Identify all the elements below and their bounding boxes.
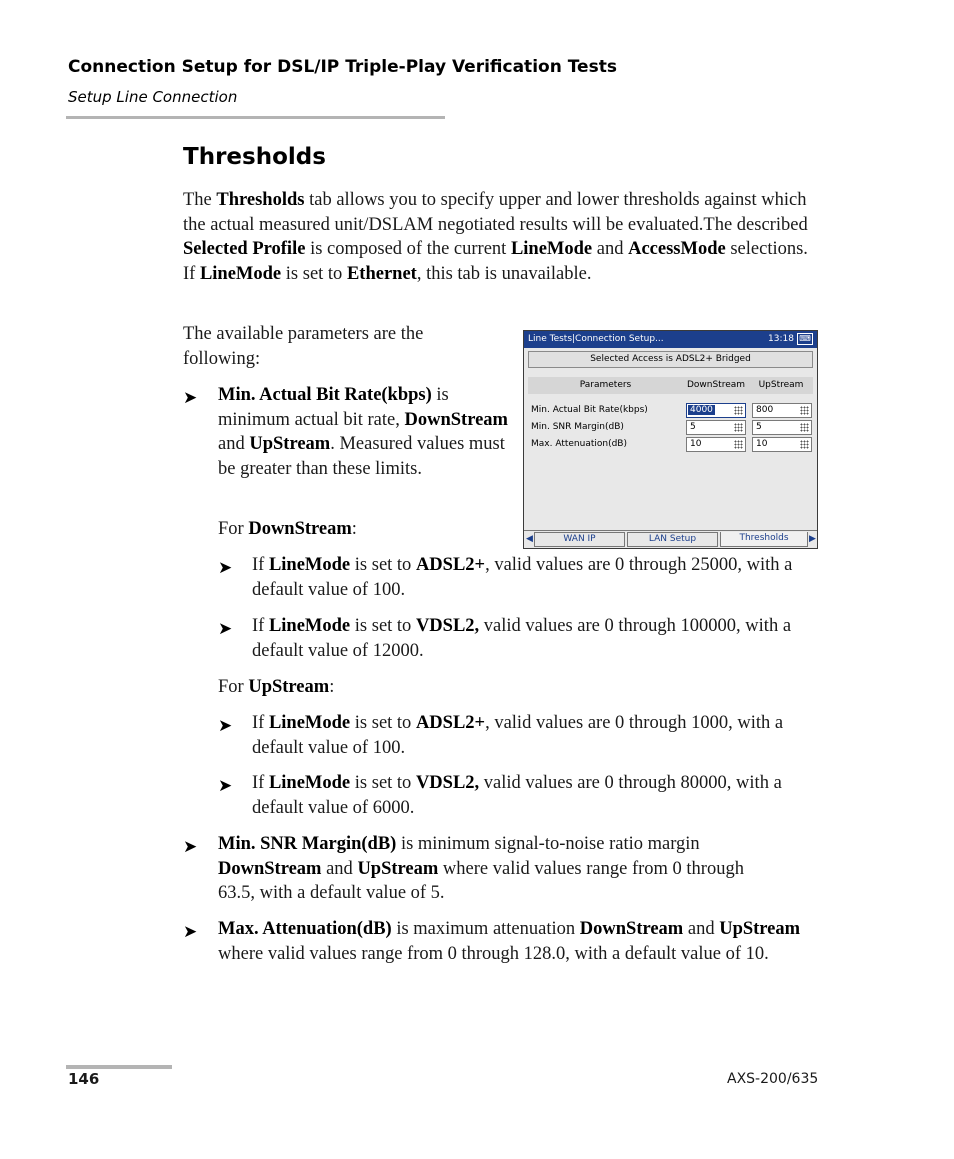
product-name: AXS-200/635 bbox=[727, 1071, 819, 1087]
bullet-icon: ➤ bbox=[218, 558, 233, 577]
bullet-icon: ➤ bbox=[218, 776, 233, 795]
running-header-subtitle: Setup Line Connection bbox=[68, 88, 238, 106]
bullet-icon: ➤ bbox=[183, 388, 198, 407]
keypad-icon[interactable] bbox=[734, 423, 743, 432]
downstream-adsl-rule: If LineMode is set to ADSL2+, valid values are 0 through 25000, with a default value of 100. bbox=[252, 555, 793, 600]
keypad-icon[interactable] bbox=[734, 406, 743, 415]
page-number: 146 bbox=[68, 1070, 100, 1088]
selected-access-label: Selected Access is ADSL2+ Bridged bbox=[528, 351, 813, 368]
tab-wan-ip[interactable]: WAN IP bbox=[534, 532, 625, 547]
attenuation-upstream-input[interactable]: 10 bbox=[752, 437, 812, 452]
keypad-icon[interactable] bbox=[800, 440, 809, 449]
keyboard-icon[interactable]: ⌨ bbox=[797, 333, 813, 345]
keypad-icon[interactable] bbox=[800, 423, 809, 432]
row-label-min-bitrate: Min. Actual Bit Rate(kbps) bbox=[531, 405, 648, 415]
header-rule bbox=[66, 116, 445, 119]
section-title: Thresholds bbox=[183, 144, 326, 170]
min-bitrate-downstream-input[interactable]: 4000 bbox=[686, 403, 746, 418]
available-text: The available parameters are the following: bbox=[183, 324, 424, 369]
intro-paragraph: The Thresholds tab allows you to specify upper and lower thresholds against which the actual measured unit/DSLAM negotiated results will be evaluated.The described Selected Profile is composed of the current LineMode and AccessMode selections. If LineMode is set to Ethernet, this tab is unavailable. bbox=[183, 190, 808, 284]
tab-scroll-left-icon[interactable]: ◀ bbox=[526, 534, 533, 544]
upstream-adsl-rule: If LineMode is set to ADSL2+, valid values are 0 through 1000, with a default value of 100. bbox=[252, 713, 784, 758]
bullet-icon: ➤ bbox=[183, 837, 198, 856]
param-min-bitrate: Min. Actual Bit Rate(kbps) is minimum actual bit rate, DownStream and UpStream. Measured values must be greater than these limits. bbox=[218, 385, 508, 479]
bullet-icon: ➤ bbox=[218, 619, 233, 638]
device-title: Line Tests|Connection Setup... bbox=[528, 334, 664, 344]
device-screenshot bbox=[523, 330, 818, 549]
bullet-icon: ➤ bbox=[218, 716, 233, 735]
footer-rule bbox=[66, 1065, 172, 1069]
col-upstream: UpStream bbox=[749, 377, 813, 394]
tab-lan-setup[interactable]: LAN Setup bbox=[627, 532, 718, 547]
param-snr-margin: Min. SNR Margin(dB) is minimum signal-to-noise ratio margin DownStream and UpStream where valid values range from 0 through 63.5, with a default value of 5. bbox=[218, 834, 744, 903]
min-bitrate-upstream-input[interactable]: 800 bbox=[752, 403, 812, 418]
snr-margin-downstream-input[interactable]: 5 bbox=[686, 420, 746, 435]
bullet-icon: ➤ bbox=[183, 922, 198, 941]
running-header-title: Connection Setup for DSL/IP Triple-Play Verification Tests bbox=[68, 57, 617, 77]
device-titlebar bbox=[524, 331, 817, 348]
downstream-vdsl-rule: If LineMode is set to VDSL2, valid values are 0 through 100000, with a default value of 12000. bbox=[252, 616, 792, 661]
upstream-vdsl-rule: If LineMode is set to VDSL2, valid values are 0 through 80000, with a default value of 6000. bbox=[252, 773, 782, 818]
row-label-attenuation: Max. Attenuation(dB) bbox=[531, 439, 627, 449]
tab-thresholds[interactable]: Thresholds bbox=[720, 532, 808, 547]
row-label-snr-margin: Min. SNR Margin(dB) bbox=[531, 422, 624, 432]
col-downstream: DownStream bbox=[683, 377, 749, 394]
keypad-icon[interactable] bbox=[734, 440, 743, 449]
tab-scroll-right-icon[interactable]: ▶ bbox=[809, 534, 816, 544]
col-parameters: Parameters bbox=[528, 377, 683, 394]
device-clock: 13:18 bbox=[768, 334, 794, 344]
for-upstream: For UpStream: bbox=[218, 677, 335, 697]
keypad-icon[interactable] bbox=[800, 406, 809, 415]
param-max-attenuation: Max. Attenuation(dB) is maximum attenuation DownStream and UpStream where valid values range from 0 through 128.0, with a default value of 10. bbox=[218, 919, 801, 964]
device-tabbar bbox=[524, 530, 817, 549]
attenuation-downstream-input[interactable]: 10 bbox=[686, 437, 746, 452]
for-downstream: For DownStream: bbox=[218, 519, 357, 539]
snr-margin-upstream-input[interactable]: 5 bbox=[752, 420, 812, 435]
